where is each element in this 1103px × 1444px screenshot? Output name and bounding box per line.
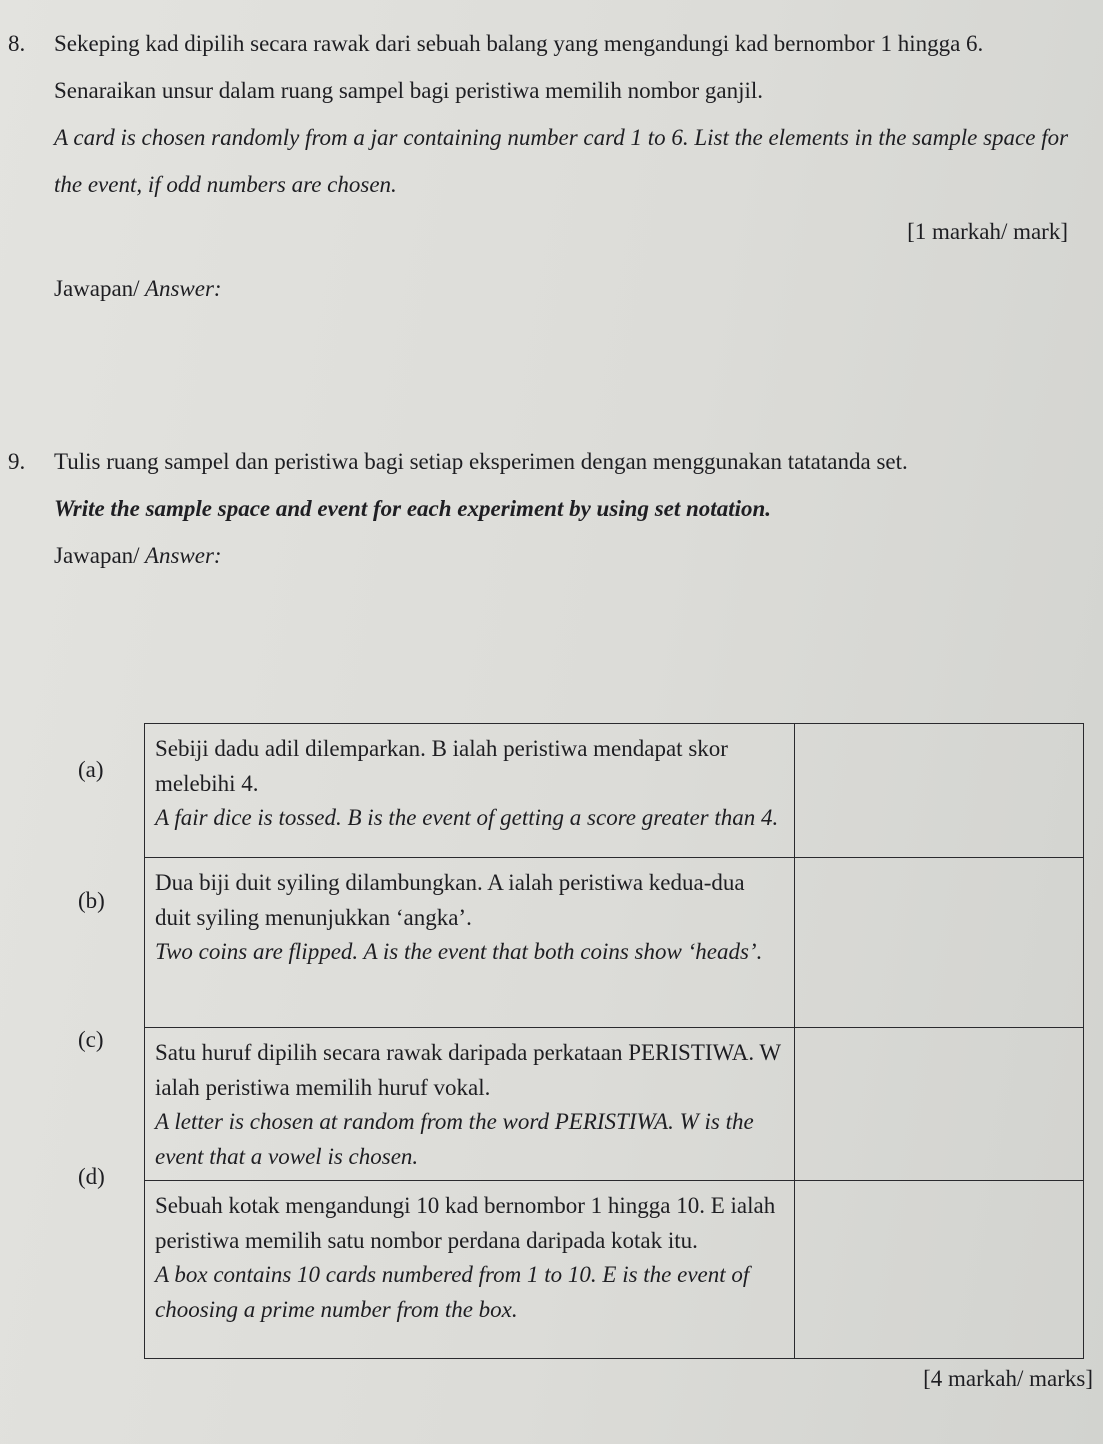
question-9-table <box>144 723 1084 1359</box>
table-row <box>145 1028 1084 1181</box>
part-c-malay: Satu huruf dipilih secara rawak daripada perkataan PERISTIWA. W ialah peristiwa memilih huruf vokal. <box>155 1040 781 1100</box>
part-b-text <box>145 858 795 1028</box>
question-number: 9. <box>8 449 26 474</box>
part-a-text <box>145 724 795 858</box>
marks-label: [4 markah/ marks] <box>923 1366 1093 1391</box>
question-number: 8. <box>8 31 26 56</box>
answer-label-malay: Jawapan/ <box>54 543 140 568</box>
table-row <box>145 724 1084 858</box>
part-label-c: (c) <box>78 1027 104 1052</box>
answer-cell-a[interactable] <box>794 724 1083 858</box>
table-row <box>145 1181 1084 1359</box>
answer-label-english: Answer: <box>139 276 222 301</box>
answer-cell-c[interactable] <box>794 1028 1083 1181</box>
answer-label <box>54 532 1088 579</box>
part-b-malay: Dua biji duit syiling dilambungkan. A ialah peristiwa kedua-dua duit syiling menunjukkan ‘angka’. <box>155 870 745 930</box>
part-d-malay: Sebuah kotak mengandungi 10 kad bernombor 1 hingga 10. E ialah peristiwa memilih satu nombor perdana daripada kotak itu. <box>155 1193 776 1253</box>
table-row <box>145 858 1084 1028</box>
part-c-english: A letter is chosen at random from the word PERISTIWA. W is the event that a vowel is chosen. <box>155 1109 754 1169</box>
answer-cell-d[interactable] <box>794 1181 1083 1359</box>
marks-label: [1 markah/ mark] <box>907 219 1068 244</box>
question-8 <box>8 20 1088 312</box>
answer-label-english: Answer: <box>139 543 222 568</box>
question-text-english: Write the sample space and event for each experiment by using set notation. <box>54 496 772 521</box>
part-label-d: (d) <box>78 1164 105 1189</box>
answer-label-malay: Jawapan/ <box>54 276 140 301</box>
part-b-english: Two coins are flipped. A is the event that both coins show ‘heads’. <box>155 939 763 964</box>
part-a-english: A fair dice is tossed. B is the event of getting a score greater than 4. <box>155 805 779 830</box>
question-text-malay: Tulis ruang sampel dan peristiwa bagi setiap eksperimen dengan menggunakan tatatanda set. <box>54 449 908 474</box>
part-label-a: (a) <box>78 757 104 782</box>
part-d-english: A box contains 10 cards numbered from 1 to 10. E is the event of choosing a prime number from the box. <box>155 1262 750 1322</box>
part-d-text <box>145 1181 795 1359</box>
question-text-malay: Sekeping kad dipilih secara rawak dari sebuah balang yang mengandungi kad bernombor 1 hingga 6. Senaraikan unsur dalam ruang sampel bagi peristiwa memilih nombor ganjil. <box>54 31 984 103</box>
answer-cell-b[interactable] <box>794 858 1083 1028</box>
question-text-english: A card is chosen randomly from a jar containing number card 1 to 6. List the elements in the sample space for the event, if odd numbers are chosen. <box>54 125 1069 197</box>
part-c-text <box>145 1028 795 1181</box>
answer-label <box>54 265 1088 312</box>
part-a-malay: Sebiji dadu adil dilemparkan. B ialah peristiwa mendapat skor melebihi 4. <box>155 736 728 796</box>
question-9 <box>8 438 1088 579</box>
part-label-b: (b) <box>78 888 105 913</box>
